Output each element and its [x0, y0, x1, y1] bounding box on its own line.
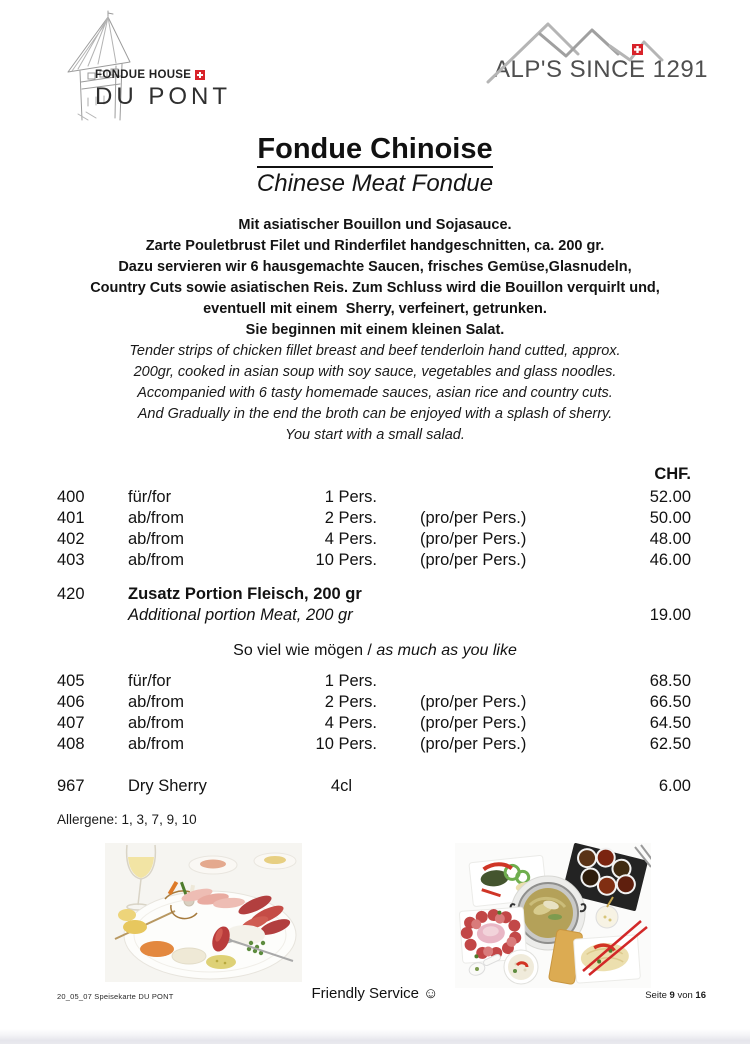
price-row-400 — [57, 487, 691, 508]
item-per — [377, 671, 582, 692]
item-code: 403 — [57, 551, 85, 569]
description-line: Tender strips of chicken fillet breast and beef tenderloin hand cutted, approx. — [129, 343, 621, 359]
item-code: 967 — [57, 777, 85, 795]
logo-text-fondue-house: FONDUE HOUSE — [95, 69, 192, 81]
description-english — [0, 341, 750, 446]
page-number-total: 16 — [695, 990, 706, 1001]
item-per: (pro/per Pers.) — [420, 693, 527, 711]
item-name-english: Additional portion Meat, 200 gr — [128, 606, 353, 624]
page-bottom-edge — [0, 1029, 750, 1044]
spacer — [57, 605, 128, 626]
currency-header: CHF. — [654, 465, 691, 483]
item-price: 50.00 — [649, 509, 691, 527]
item-label: ab/from — [128, 530, 184, 548]
footer-document-name: 20_05_07 Speisekarte DU PONT — [57, 992, 174, 1001]
item-code: 420 — [57, 585, 85, 603]
page-number-current: 9 — [669, 990, 675, 1001]
item-price: 46.00 — [649, 551, 691, 569]
item-price: 19.00 — [649, 606, 691, 624]
item-qty: 1 Pers. — [324, 672, 377, 690]
item-qty: 1 Pers. — [324, 488, 377, 506]
note-english: as much as you like — [376, 642, 517, 659]
page-subtitle: Chinese Meat Fondue — [256, 170, 494, 197]
description-german — [0, 215, 750, 341]
page-number-of: von — [674, 990, 696, 1001]
item-label: ab/from — [128, 551, 184, 569]
item-price: 6.00 — [658, 777, 691, 795]
alps-logo-text: ALP'S SINCE 1291 — [494, 56, 709, 83]
item-code: 401 — [57, 509, 85, 527]
item-per: (pro/per Pers.) — [420, 714, 527, 732]
page-number-prefix: Seite — [645, 990, 670, 1001]
logo-text-du-pont: DU PONT — [95, 83, 231, 110]
description-line: Mit asiatischer Bouillon und Sojasauce. — [238, 217, 512, 233]
food-photo-meat-plate — [105, 843, 302, 982]
item-qty: 10 Pers. — [315, 551, 377, 569]
description-line: And Gradually in the end the broth can be enjoyed with a splash of sherry. — [137, 406, 613, 422]
item-label: ab/from — [128, 693, 184, 711]
item-label: für/for — [128, 672, 172, 690]
item-label: für/for — [128, 488, 172, 506]
swiss-cross-icon — [195, 70, 205, 80]
item-qty: 2 Pers. — [324, 693, 377, 711]
item-code: 400 — [57, 488, 85, 506]
item-label: ab/from — [128, 714, 184, 732]
description-line: Country Cuts sowie asiatischen Reis. Zum Schluss wird die Bouillon verquirlt und, — [90, 280, 660, 296]
price-row-406 — [57, 692, 691, 713]
price-row-408 — [57, 734, 691, 755]
description-line: Accompanied with 6 tasty homemade sauces, asian rice and country cuts. — [137, 385, 613, 401]
logo-wordmark — [95, 69, 231, 111]
footer-friendly-service: Friendly Service ☺ — [311, 985, 439, 1002]
description-line: You start with a small salad. — [285, 427, 465, 443]
alps-logo — [486, 16, 712, 84]
item-name-german: Zusatz Portion Fleisch, 200 gr — [128, 585, 362, 603]
restaurant-logo — [58, 10, 268, 122]
item-code: 402 — [57, 530, 85, 548]
price-table-2 — [57, 671, 691, 755]
item-price: 62.50 — [649, 735, 691, 753]
item-per: (pro/per Pers.) — [420, 735, 527, 753]
item-label: ab/from — [128, 735, 184, 753]
item-qty: 4 Pers. — [324, 530, 377, 548]
item-price: 68.50 — [649, 672, 691, 690]
item-per — [377, 487, 582, 508]
spacer — [377, 776, 582, 797]
price-table-1 — [57, 487, 691, 571]
price-row-402 — [57, 529, 691, 550]
item-label: ab/from — [128, 509, 184, 527]
food-photo-hotpot-set — [455, 843, 651, 988]
description-line: Zarte Pouletbrust Filet und Rinderfilet handgeschnitten, ca. 200 gr. — [145, 238, 605, 254]
description-line: 200gr, cooked in asian soup with soy sauce, vegetables and glass noodles. — [133, 364, 617, 380]
item-code: 406 — [57, 693, 85, 711]
item-code: 407 — [57, 714, 85, 732]
item-code: 408 — [57, 735, 85, 753]
price-row-405 — [57, 671, 691, 692]
description-line: eventuell mit einem Sherry, verfeinert, getrunken. — [203, 301, 547, 317]
item-qty: 4 Pers. — [324, 714, 377, 732]
footer-page-number — [645, 990, 706, 1001]
description-line: Dazu servieren wir 6 hausgemachte Saucen, frisches Gemüse,Glasnudeln, — [118, 259, 632, 275]
price-row-967 — [57, 776, 691, 797]
item-per: (pro/per Pers.) — [420, 551, 527, 569]
item-qty: 2 Pers. — [324, 509, 377, 527]
item-per: (pro/per Pers.) — [420, 530, 527, 548]
item-price: 52.00 — [649, 488, 691, 506]
item-qty: 10 Pers. — [315, 735, 377, 753]
item-per: (pro/per Pers.) — [420, 509, 527, 527]
item-qty: 4cl — [330, 777, 352, 795]
price-row-403 — [57, 550, 691, 571]
item-price: 64.50 — [649, 714, 691, 732]
allergens-note: Allergene: 1, 3, 7, 9, 10 — [57, 812, 197, 827]
item-label: Dry Sherry — [128, 777, 207, 795]
item-420 — [57, 584, 691, 626]
description-line: Sie beginnen mit einem kleinen Salat. — [245, 322, 505, 338]
price-row-401 — [57, 508, 691, 529]
item-code: 405 — [57, 672, 85, 690]
item-price: 48.00 — [649, 530, 691, 548]
price-row-407 — [57, 713, 691, 734]
mountains-icon — [486, 16, 712, 84]
note-german: So viel wie mögen / — [233, 642, 377, 659]
page-title: Fondue Chinoise — [257, 133, 492, 168]
item-price: 66.50 — [649, 693, 691, 711]
as-much-as-you-like-note — [0, 640, 750, 661]
